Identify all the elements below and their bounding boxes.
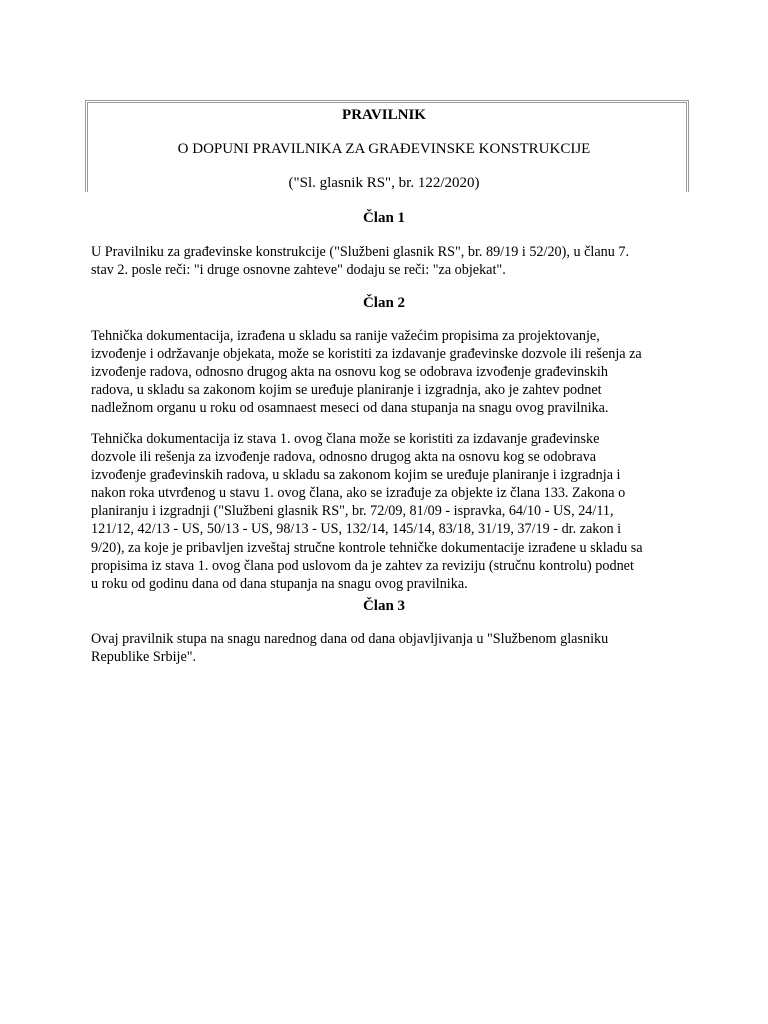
article-3-heading: Član 3 (362, 598, 406, 614)
text-line: planiranju i izgradnji ("Službeni glasnik RS", br. 72/09, 81/09 - ispravka, 64/10 - US, 24/11, (91, 503, 614, 520)
text-line: Tehnička dokumentacija, izrađena u skladu sa ranije važećim propisima za projektovanje, (91, 328, 600, 344)
article-3-paragraph-1 (91, 630, 696, 666)
article-2-heading: Član 2 (362, 295, 406, 311)
text-line: izvođenje radova, odnosno drugog akta na osnovu kog se odobrava izvođenje građevinskih (91, 364, 608, 381)
gazette-reference: ("Sl. glasnik RS", br. 122/2020) (288, 175, 480, 191)
text-line: Ovaj pravilnik stupa na snagu narednog dana od dana objavljivanja u "Službenom glasniku (91, 631, 609, 647)
document-title: PRAVILNIK (342, 107, 426, 123)
text-line: nadležnom organu u roku od osamnaest meseci od dana stupanja na snagu ovog pravilnika. (91, 400, 609, 417)
document-subtitle: O DOPUNI PRAVILNIKA ZA GRAĐEVINSKE KONSTRUKCIJE (177, 141, 591, 157)
text-line: izvođenje i održavanje objekata, može se koristiti za izdavanje građevinske dozvole ili rešenja za (91, 346, 642, 363)
text-line: u roku od godinu dana od dana stupanja na snagu ovog pravilnika. (91, 575, 468, 592)
text-line: 9/20), za koje je pribavljen izveštaj stručne kontrole tehničke dokumentacije izrađene u skladu sa (91, 539, 643, 556)
text-line: nakon roka utvrđenog u stavu 1. ovog člana, ako se izrađuje za objekte iz člana 133. Zakona o (91, 485, 626, 502)
article-2-paragraph-1 (91, 327, 696, 417)
text-line: 121/12, 42/13 - US, 50/13 - US, 98/13 - US, 132/14, 145/14, 83/18, 31/19, 37/19 - dr. zakon i (91, 521, 622, 538)
text-line: Republike Srbije". (91, 649, 197, 666)
text-line: U Pravilniku za građevinske konstrukcije ("Službeni glasnik RS", br. 89/19 i 52/20), u članu 7. (91, 244, 630, 260)
article-2-paragraph-2 (91, 430, 696, 593)
article-1-heading: Član 1 (362, 210, 406, 226)
text-line: propisima iz stava 1. ovog člana pod uslovom da je zahtev za reviziju (stručnu kontrolu) podnet (91, 557, 634, 574)
text-line: dozvole ili rešenja za izvođenje radova, odnosno drugog akta na osnovu kog se odobrava (91, 449, 597, 466)
text-line: Tehnička dokumentacija iz stava 1. ovog člana može se koristiti za izdavanje građevinske (91, 431, 600, 447)
text-line: izvođenje građevinskih radova, u skladu sa zakonom kojim se uređuje planiranje i izgradnja i (91, 467, 621, 484)
text-line: radova, u skladu sa zakonom kojim se uređuje planiranje i izgradnja, ako je zahtev podnet (91, 382, 602, 399)
article-1-paragraph-1 (91, 243, 696, 279)
text-line: stav 2. posle reči: "i druge osnovne zahteve" dodaju se reči: "za objekat". (91, 262, 506, 279)
